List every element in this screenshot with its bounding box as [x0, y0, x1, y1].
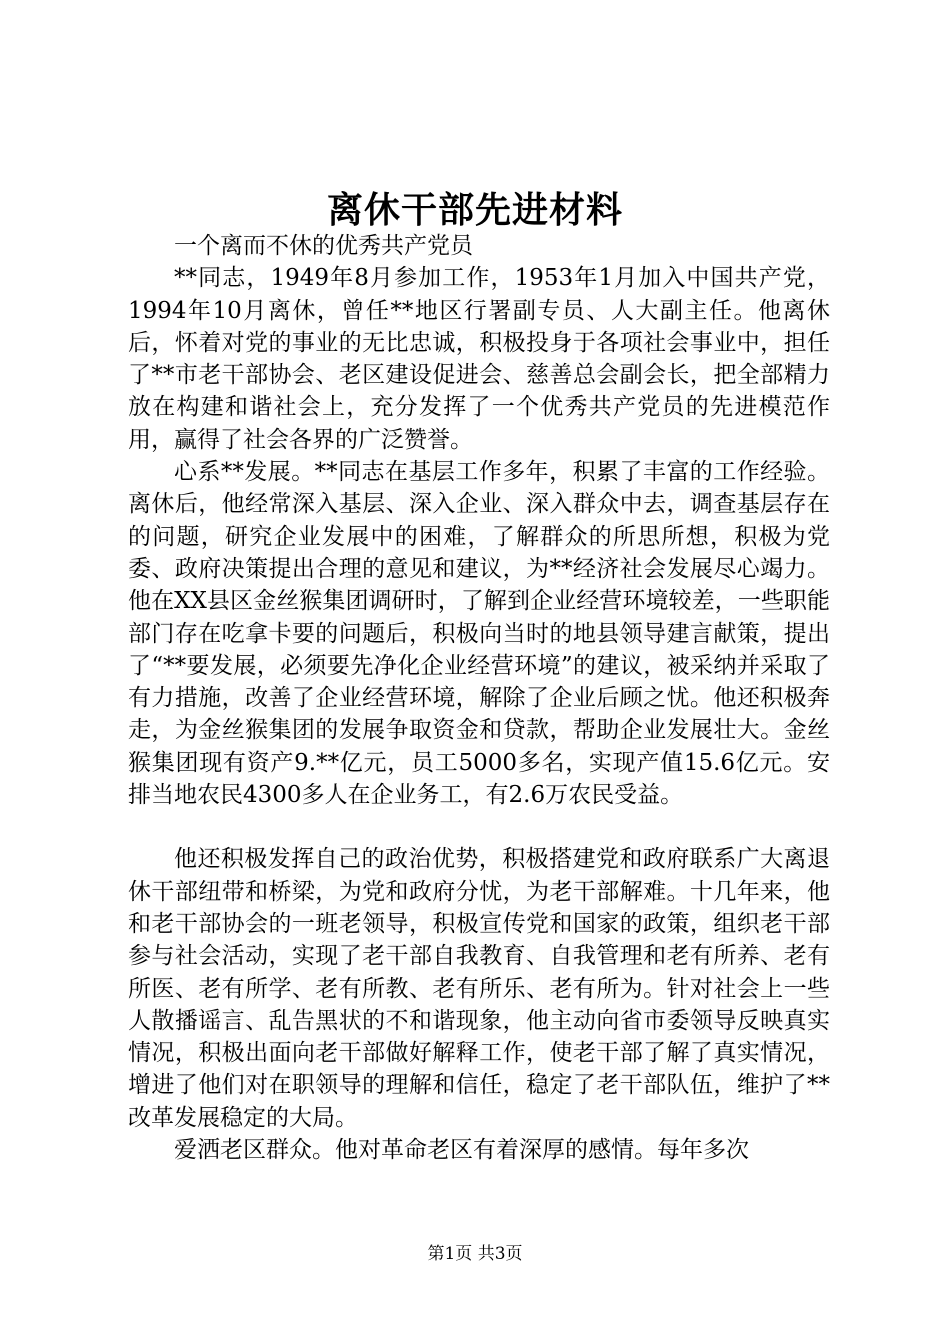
- page-footer: 第1页 共3页: [427, 1244, 523, 1264]
- document-body: [128, 230, 830, 1166]
- paragraph-development: 心系**发展。**同志在基层工作多年，积累了丰富的工作经验。离休后，他经常深入基层、深入企业、深入群众中去，调查基层存在的问题，研究企业发展中的困难，了解群众的所思所想，积极为党委、政府决策提出合理的意见和建议，为**经济社会发展尽心竭力。他在XX县区金丝猴集团调研时，了解到企业经营环境较差，一些职能部门存在吃拿卡要的问题后，积极向当时的地县领导建言献策，提出了“**要发展，必须要先净化企业经营环境”的建议，被采纳并采取了有力措施，改善了企业经营环境，解除了企业后顾之忧。他还积极奔走，为金丝猴集团的发展争取资金和贷款，帮助企业发展壮大。金丝猴集团现有资产9.**亿元，员工5000多名，实现产值15.6亿元。安排当地农民4300多人在企业务工，有2.6万农民受益。: [128, 459, 830, 809]
- paragraph-old-area: 爱洒老区群众。他对革命老区有着深厚的感情。每年多次: [174, 1137, 749, 1164]
- document-subtitle: 一个离而不休的优秀共产党员: [174, 233, 473, 259]
- paragraph-political: 他还积极发挥自己的政治优势，积极搭建党和政府联系广大离退休干部纽带和桥梁，为党和政府分忧，为老干部解难。十几年来，他和老干部协会的一班老领导，积极宣传党和国家的政策，组织老干部参与社会活动，实现了老干部自我教育、自我管理和老有所养、老有所医、老有所学、老有所教、老有所乐、老有所为。针对社会上一些人散播谣言、乱告黑状的不和谐现象，他主动向省市委领导反映真实情况，积极出面向老干部做好解释工作，使老干部了解了真实情况，增进了他们对在职领导的理解和信任，稳定了老干部队伍，维护了**改革发展稳定的大局。: [128, 846, 830, 1131]
- paragraph-intro: **同志，1949年8月参加工作，1953年1月加入中国共产党，1994年10月离休，曾任**地区行署副专员、人大副主任。他离休后，怀着对党的事业的无比忠诚，积极投身于各项社会事业中，担任了**市老干部协会、老区建设促进会、慈善总会副会长，把全部精力放在构建和谐社会上，充分发挥了一个优秀共产党员的先进模范作用，赢得了社会各界的广泛赞誉。: [128, 265, 830, 453]
- document-title: 离休干部先进材料: [326, 189, 623, 231]
